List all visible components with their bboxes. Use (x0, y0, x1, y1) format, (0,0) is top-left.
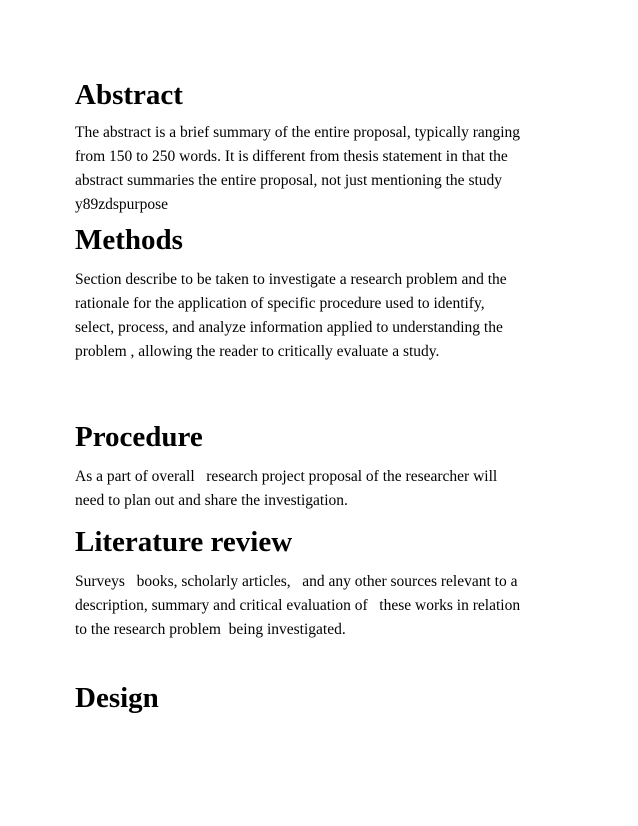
section-body-methods (75, 268, 545, 364)
section-body-procedure (75, 465, 545, 513)
section-heading-methods: Methods (75, 224, 183, 256)
paragraph-line: need to plan out and share the investigation. (75, 492, 348, 509)
section-body-literature-review (75, 570, 545, 642)
paragraph-line: description, summary and critical evaluation of these works in relation (75, 597, 521, 614)
paragraph-line: select, process, and analyze information applied to understanding the (75, 319, 503, 336)
paragraph-line: abstract summaries the entire proposal, not just mentioning the study (75, 172, 503, 189)
paragraph-line: As a part of overall research project proposal of the researcher will (75, 468, 498, 485)
paragraph-line: The abstract is a brief summary of the entire proposal, typically ranging (75, 124, 521, 141)
section-heading-procedure: Procedure (75, 421, 203, 453)
section-body-abstract (75, 121, 545, 217)
paragraph-line: Surveys books, scholarly articles, and any other sources relevant to a (75, 573, 518, 590)
paragraph-line: rationale for the application of specific procedure used to identify, (75, 295, 485, 312)
section-heading-design: Design (75, 682, 159, 714)
paragraph-line: from 150 to 250 words. It is different from thesis statement in that the (75, 148, 508, 165)
section-heading-literature-review: Literature review (75, 526, 293, 558)
paragraph-line: to the research problem being investigated. (75, 621, 346, 638)
section-heading-abstract: Abstract (75, 79, 183, 111)
paragraph-line: Section describe to be taken to investigate a research problem and the (75, 271, 507, 288)
paragraph-line: y89zdspurpose (75, 196, 168, 213)
paragraph-line: problem , allowing the reader to critically evaluate a study. (75, 343, 440, 360)
